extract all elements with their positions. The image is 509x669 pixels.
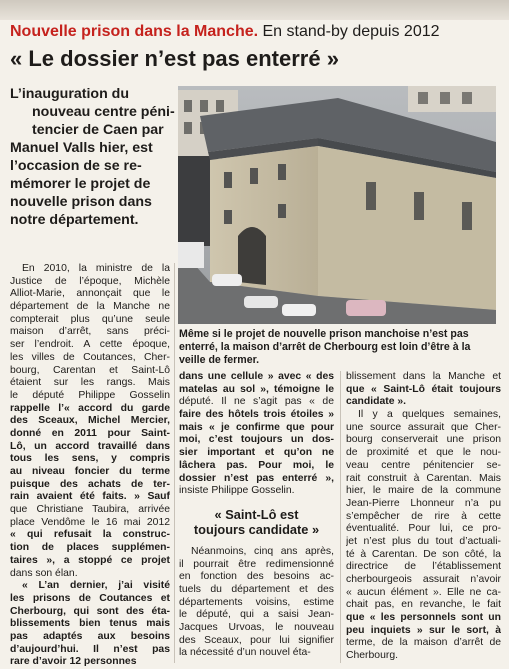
text-line: moi, c’est toujours un dos- xyxy=(179,434,334,446)
text-line: Jacques Urvoas, le nouveau xyxy=(179,622,334,633)
text-line: En 2010, la ministre de la xyxy=(22,263,170,274)
text-line: dans son élan. xyxy=(10,567,78,579)
text-line: ser l’endroit. A cette époque, xyxy=(10,339,170,351)
prison-building-illustration xyxy=(178,86,496,324)
text-line: les prisons de Coutances et xyxy=(10,592,170,604)
text-line: blissements bien tenus mais xyxy=(10,618,170,630)
text-line: rare d’avoir 12 personnes xyxy=(10,656,137,668)
headline: « Le dossier n’est pas enterré » xyxy=(10,46,339,71)
text-line: veau centre pénitencier se- xyxy=(346,459,501,471)
text-line: tuels du département et des xyxy=(179,583,334,595)
text-line: donné en 2011 pour Saint- xyxy=(10,427,170,439)
article-column-1 xyxy=(10,263,170,669)
text-line: que Christiane Taubira, arrivée xyxy=(10,504,170,516)
text-line: pas adaptés aux besoins xyxy=(10,630,170,642)
text-line: té à Carentan. De son côté, la xyxy=(346,548,501,560)
text-line: faire des hôtels trois étoiles » xyxy=(179,409,334,421)
lead-line: Manuel Valls hier, est xyxy=(10,140,153,156)
caption-line: veille de fermer. xyxy=(179,354,260,366)
text-line: en fonction des besoins ac- xyxy=(179,571,334,583)
column-2-bottom xyxy=(179,546,334,660)
text-line: « L’an dernier, j’ai visité xyxy=(22,580,170,592)
lead-line: L’inauguration du xyxy=(10,86,130,102)
text-line: la nécessité d’un nouvel éta- xyxy=(179,647,311,659)
text-line: matelas au sol », témoigne le xyxy=(179,383,334,395)
column-divider xyxy=(340,371,341,663)
text-line: rain avaient été faits. » Sauf xyxy=(10,491,170,503)
text-line: s’empêcher de rire à cette xyxy=(346,510,501,522)
text-line: Cherbourg. xyxy=(346,650,398,662)
text-line: que « Saint-Lô était toujours xyxy=(346,383,501,395)
text-line: le député, qui a saisi Jean- xyxy=(179,609,334,621)
text-line: hier, le maire de la commune xyxy=(346,485,501,497)
text-line: sier important et qu’on ne xyxy=(179,447,334,459)
text-line: tion de places supplémen- xyxy=(10,542,170,554)
text-line: Alliot-Marie, annonçait que le xyxy=(10,288,170,300)
column-divider xyxy=(174,263,175,663)
kicker-topic: Nouvelle prison dans la Manche. xyxy=(10,23,259,40)
text-line: cherbourgeois assurait n’avoir xyxy=(346,574,501,585)
text-line: Lô, un accord travaillé dans xyxy=(10,440,170,452)
text-line: tous les sens, y compris xyxy=(10,453,170,465)
text-line: taires », a stoppé ce projet xyxy=(10,554,170,566)
subheading xyxy=(179,507,334,537)
subheading-line: toujours candidate » xyxy=(193,521,320,537)
text-line: terme, de la maison d’arrêt de xyxy=(346,637,501,649)
text-line: les villes de Coutances, Cher- xyxy=(10,351,170,363)
kicker xyxy=(10,22,505,42)
text-line: des Sceaux, Michel Mercier, xyxy=(10,415,170,427)
text-line: puisque des achats de ter- xyxy=(10,478,170,490)
text-line: au niveau foncier du terme xyxy=(10,466,170,477)
text-line: maison d’arrêt, sans préci- xyxy=(10,326,170,338)
text-line: d’aujourd’hui. Il n’est pas xyxy=(10,643,170,655)
text-line: éventualité. Pour lui, ce pro- xyxy=(346,523,501,535)
lead-line: nouvelle prison dans xyxy=(10,194,152,210)
text-line: Il y a quelques semaines, xyxy=(358,409,501,421)
text-line: dans une cellule » avec « des xyxy=(179,371,334,382)
subheading-line: « Saint-Lô est xyxy=(214,506,299,522)
text-line: directrice de l’établissement xyxy=(346,561,501,573)
text-line: place Vendôme le 16 mai 2012 xyxy=(10,516,170,528)
top-banner xyxy=(0,0,509,20)
text-line: chait pas, en revanche, le fait xyxy=(346,599,501,611)
text-line: Justice de l’époque, Michèle xyxy=(10,275,170,287)
caption-line: Même si le projet de nouvelle prison manchoise n’est pas xyxy=(179,328,469,340)
text-line: bourg, Carentan et Saint-Lô xyxy=(10,364,170,376)
text-line: peu inquiets » sur le sort, à xyxy=(346,624,501,636)
text-line: rappelle l’« accord du garde xyxy=(10,402,170,414)
lead-line: nouveau centre péni- xyxy=(32,104,175,120)
lead-paragraph xyxy=(10,85,175,229)
text-line: « qui refusait la construc- xyxy=(10,529,170,541)
text-line: rait construit à Carentan. Mais xyxy=(346,472,501,484)
text-line: de proximité et que le nou- xyxy=(346,447,501,459)
text-line: Néanmoins, cinq ans après, xyxy=(191,545,334,557)
text-line: des Sceaux, pour lui signifier xyxy=(179,634,334,646)
text-line: dossier n’est pas enterré », xyxy=(179,472,334,484)
text-line: une source assurait que Cher- xyxy=(346,421,501,433)
text-line: Cherbourg, qui sont des éta- xyxy=(10,605,170,617)
text-line: il pourrait être redimensionné xyxy=(179,558,334,570)
prison-photo xyxy=(178,86,496,324)
text-line: le député Philippe Gosselin xyxy=(10,389,170,401)
text-line: « aucun élément ». Elle ne ca- xyxy=(346,586,501,598)
text-line: candidate ». xyxy=(346,396,407,408)
text-line: bourg conserverait une prison xyxy=(346,434,501,446)
photo-caption xyxy=(179,328,499,367)
lead-line: tencier de Caen par xyxy=(32,122,164,138)
kicker-status: En stand-by depuis 2012 xyxy=(258,23,440,40)
text-line: départements voisins, estime xyxy=(179,596,334,608)
text-line: député. Il ne s’agit pas « de xyxy=(179,396,334,408)
text-line: que « les personnels sont un xyxy=(346,612,501,624)
caption-line: enterré, la maison d’arrêt de Cherbourg est loin d’être à la xyxy=(179,341,471,353)
lead-line: l’occasion de se re- xyxy=(10,158,142,174)
lead-line: notre département. xyxy=(10,212,139,228)
text-line: insiste Philippe Gosselin. xyxy=(179,485,295,497)
column-2-top xyxy=(179,371,334,498)
text-line: blissement dans la Manche et xyxy=(346,371,501,382)
text-line: mais « je confirme que pour xyxy=(179,421,334,433)
text-line: étaient sur les rangs. Mais xyxy=(10,377,170,389)
lead-line: mémorer le projet de xyxy=(10,176,151,192)
article-column-3 xyxy=(346,371,501,663)
article-column-2 xyxy=(179,371,334,660)
text-line: compterait plus qu’une seule xyxy=(10,313,170,325)
text-line: Jean-Pierre Lhonneur n’a pu xyxy=(346,497,501,509)
text-line: jet n’est plus du tout d’actuali- xyxy=(346,535,501,547)
text-line: lâchera pas. Pour moi, le xyxy=(179,459,334,471)
text-line: département de la Manche ne xyxy=(10,301,170,313)
